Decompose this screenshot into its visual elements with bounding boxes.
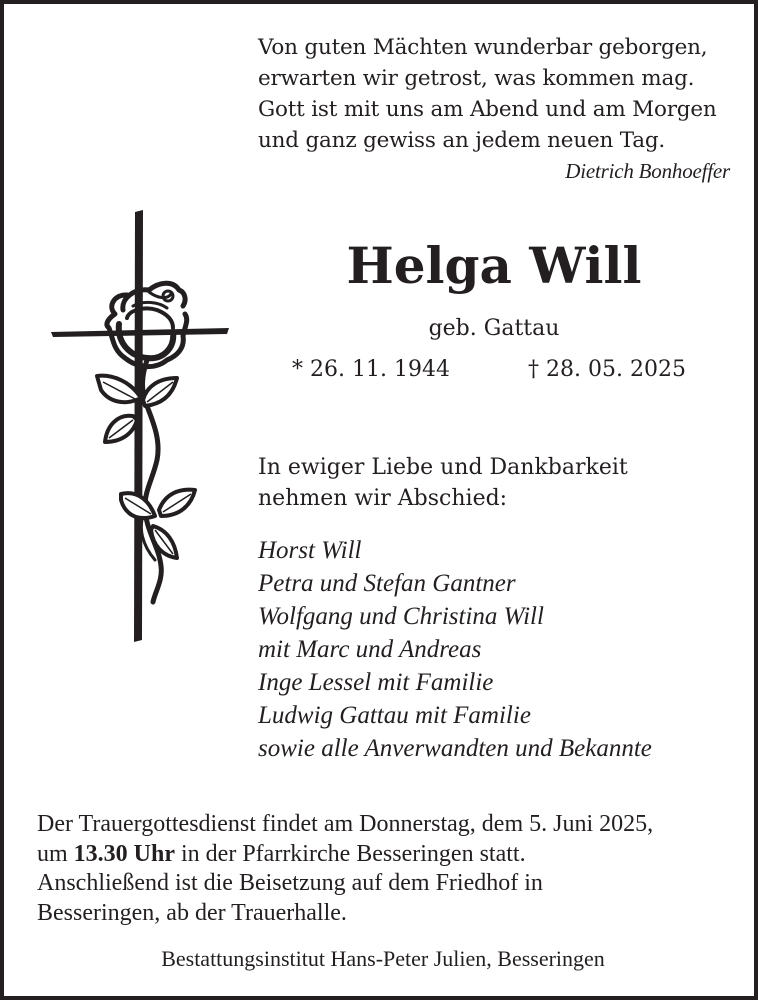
undertaker-name: Bestattungsinstitut Hans-Peter Julien, Besseringen: [161, 946, 605, 971]
poem-quote: [258, 32, 738, 187]
service-time: 13.30 Uhr: [73, 840, 176, 867]
service-line: Anschließend ist die Beisetzung auf dem Friedhof in: [37, 870, 543, 896]
poem-line: erwarten wir getrost, was kommen mag.: [258, 66, 695, 91]
mourner: mit Marc und Andreas: [258, 636, 482, 663]
farewell-text: [258, 452, 738, 514]
farewell-line: nehmen wir Abschied:: [258, 486, 508, 511]
mourners-list: [258, 534, 748, 765]
mourner: Ludwig Gattau mit Familie: [258, 702, 531, 729]
poem-line: Gott ist mit uns am Abend und am Morgen: [258, 97, 717, 122]
poem-line: Von guten Mächten wunderbar geborgen,: [258, 35, 708, 60]
service-prefix: um: [37, 840, 74, 867]
mourner: Petra und Stefan Gantner: [258, 570, 516, 597]
cross-with-rose-icon: [49, 210, 231, 650]
life-dates: [292, 355, 702, 385]
poem-author: Dietrich Bonhoeffer: [565, 159, 730, 183]
service-line: Der Trauergottesdienst findet am Donnerstag, dem 5. Juni 2025,: [37, 811, 654, 837]
service-location: in der Pfarrkirche Besseringen statt.: [175, 840, 526, 867]
death-date: † 28. 05. 2025: [528, 357, 686, 382]
poem-line: und ganz gewiss an jedem neuen Tag.: [258, 128, 666, 153]
deceased-name: Helga Will: [346, 236, 642, 295]
mourner: Inge Lessel mit Familie: [258, 669, 494, 696]
service-info: [37, 810, 737, 928]
birth-date: * 26. 11. 1944: [292, 357, 450, 382]
mourner: Horst Will: [258, 537, 362, 564]
service-line: [37, 840, 737, 870]
mourner: Wolfgang und Christina Will: [258, 603, 544, 630]
service-line: Besseringen, ab der Trauerhalle.: [37, 899, 347, 926]
farewell-line: In ewiger Liebe und Dankbarkeit: [258, 455, 628, 480]
mourner: sowie alle Anverwandten und Bekannte: [258, 735, 652, 762]
birth-name: geb. Gattau: [428, 316, 560, 341]
